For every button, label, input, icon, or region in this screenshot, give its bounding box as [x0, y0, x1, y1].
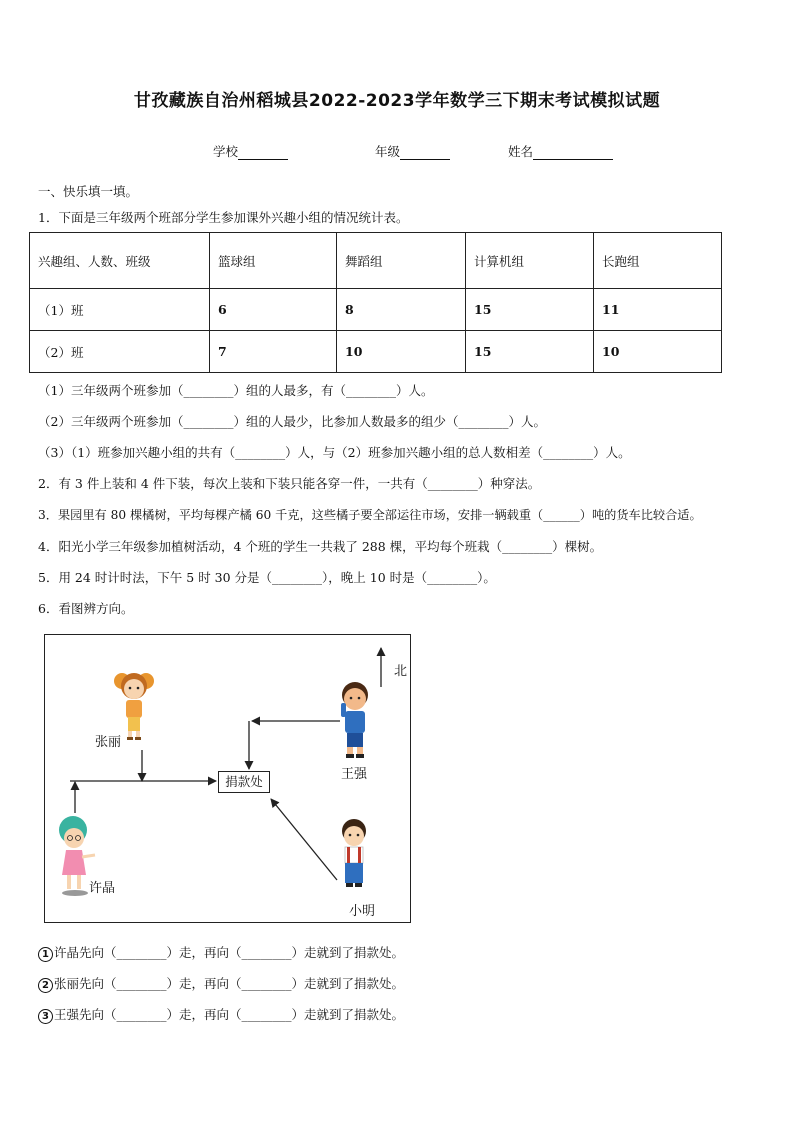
section-heading: 一、快乐填一填。: [38, 184, 139, 199]
wangqiang-figure: [341, 682, 368, 758]
circled-number: 3: [38, 1009, 53, 1024]
circled-number: 2: [38, 978, 53, 993]
table-row: [30, 331, 722, 373]
school-field: [213, 142, 288, 160]
table-header-cell: 长跑组: [594, 233, 722, 289]
table-cell: 10: [337, 331, 466, 373]
table-cell: 11: [594, 289, 722, 331]
table-header-cell: 舞蹈组: [337, 233, 466, 289]
xiaoming-label: 小明: [349, 904, 376, 919]
grade-field: [375, 142, 450, 160]
question-6-sub-1: [38, 943, 404, 962]
table-header-cell: 兴趣组、人数、班级: [30, 233, 210, 289]
zhangli-label: 张丽: [95, 735, 122, 750]
table-cell: 7: [210, 331, 337, 373]
table-row: [30, 289, 722, 331]
question-3: 3．果园里有 80 棵橘树，平均每棵产橘 60 千克，这些橘子要全部运往市场，安排一辆载重（______）吨的货车比较合适。: [38, 508, 702, 522]
donation-station: 捐款处: [218, 771, 270, 793]
table-cell: 15: [466, 331, 594, 373]
name-label: 姓名: [508, 144, 534, 159]
grade-blank[interactable]: [400, 145, 450, 160]
stats-table: [29, 232, 722, 373]
question-6-sub-3: [38, 1005, 404, 1024]
question-2: 2．有 3 件上装和 4 件下装，每次上装和下装只能各穿一件，一共有（________）种穿法。: [38, 476, 541, 491]
name-field: [508, 142, 613, 160]
question-6-sub-2: [38, 974, 404, 993]
school-blank[interactable]: [238, 145, 288, 160]
zhangli-figure: [114, 673, 154, 740]
table-cell: 10: [594, 331, 722, 373]
xiaoming-figure: [342, 819, 366, 887]
table-header-cell: 计算机组: [466, 233, 594, 289]
question-5: 5．用 24 时计时法，下午 5 时 30 分是（________），晚上 10 时是（________）。: [38, 570, 496, 585]
table-cell: （2）班: [30, 331, 210, 373]
table-cell: 6: [210, 289, 337, 331]
question-6-intro: 6．看图辨方向。: [38, 601, 134, 616]
table-cell: 15: [466, 289, 594, 331]
table-header-row: [30, 233, 722, 289]
direction-diagram: [44, 634, 411, 923]
question-6-sub-3-text: 王强先向（________）走，再向（________）走就到了捐款处。: [54, 1007, 405, 1022]
table-cell: （1）班: [30, 289, 210, 331]
question-1-sub-2: （2）三年级两个班参加（________）组的人最少，比参加人数最多的组少（________）人。: [38, 414, 546, 429]
question-1-intro: 1．下面是三年级两个班部分学生参加课外兴趣小组的情况统计表。: [38, 210, 409, 225]
wangqiang-label: 王强: [341, 767, 368, 782]
question-1-sub-3: （3）（1）班参加兴趣小组的共有（________）人，与（2）班参加兴趣小组的总人数相差（________）人。: [38, 445, 631, 460]
question-1-sub-1: （1）三年级两个班参加（________）组的人最多，有（________）人。: [38, 383, 434, 398]
north-label: 北: [394, 664, 408, 679]
xujing-label: 许晶: [89, 881, 116, 896]
page-title: 甘孜藏族自治州稻城县2022-2023学年数学三下期末考试模拟试题: [133, 91, 661, 111]
xiaoming-arrow: [271, 799, 337, 880]
school-label: 学校: [213, 144, 239, 159]
name-blank[interactable]: [533, 145, 613, 160]
table-cell: 8: [337, 289, 466, 331]
grade-label: 年级: [375, 144, 401, 159]
question-4: 4．阳光小学三年级参加植树活动，4 个班的学生一共栽了 288 棵，平均每个班栽（________）棵树。: [38, 539, 603, 554]
circled-number: 1: [38, 947, 53, 962]
question-6-sub-1-text: 许晶先向（________）走，再向（________）走就到了捐款处。: [54, 945, 405, 960]
table-header-cell: 篮球组: [210, 233, 337, 289]
question-6-sub-2-text: 张丽先向（________）走，再向（________）走就到了捐款处。: [54, 976, 405, 991]
